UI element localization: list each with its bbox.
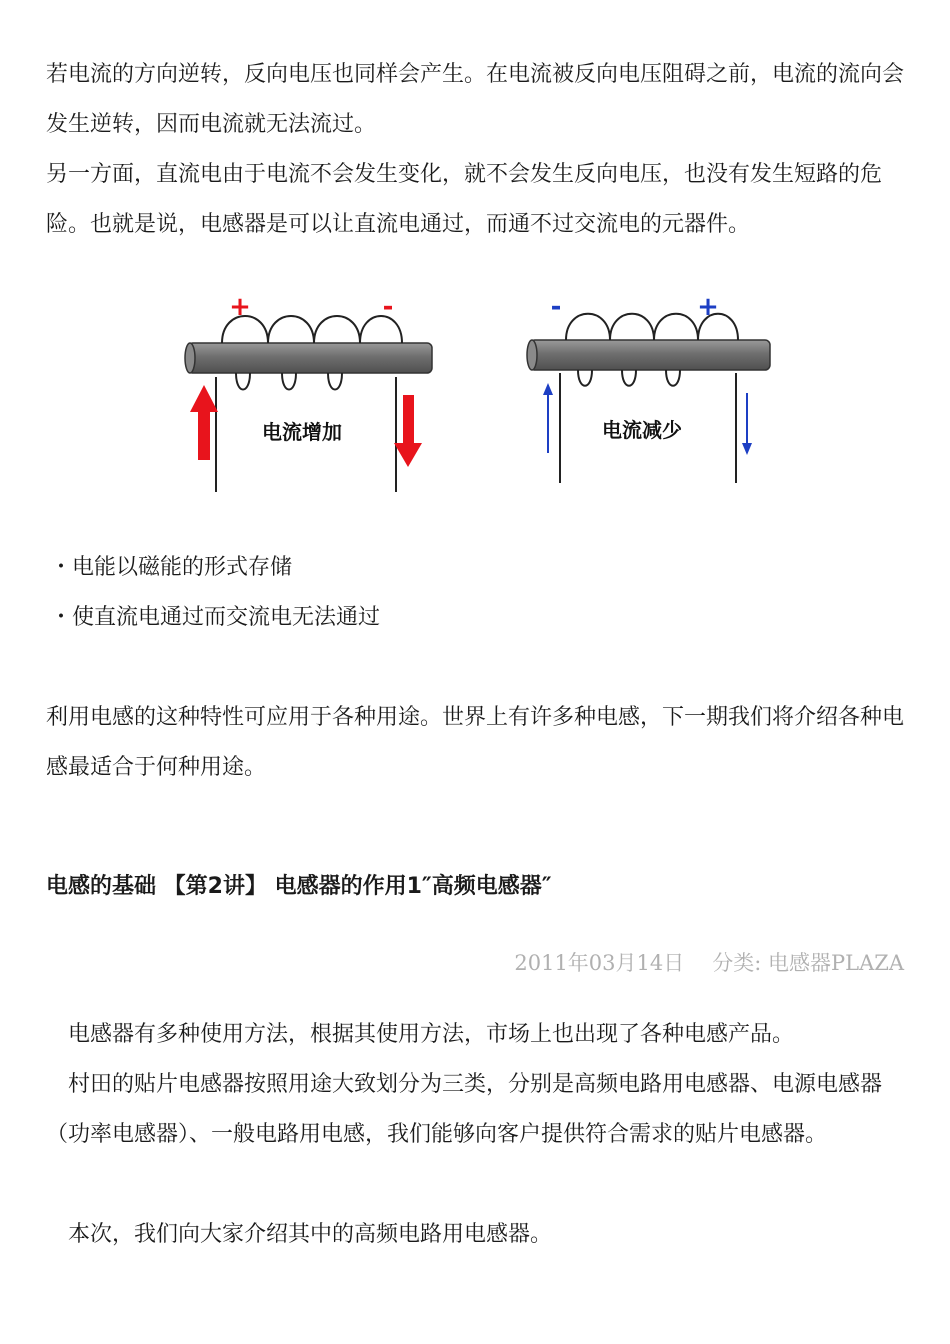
article-category: 分类: 电感器PLAZA bbox=[712, 951, 904, 975]
paragraph-intro-rf: 本次，我们向大家介绍其中的高频电路用电感器。 bbox=[68, 1222, 553, 1247]
article-date: 2011年03月14日 bbox=[514, 951, 685, 975]
inductor-figure bbox=[170, 285, 790, 500]
plus-sign-left: + bbox=[229, 292, 251, 322]
label-current-decrease: 电流减少 bbox=[602, 418, 682, 442]
inductor-core-left bbox=[188, 343, 432, 373]
label-current-increase: 电流增加 bbox=[262, 420, 342, 444]
arrow-down-blue bbox=[742, 443, 752, 455]
arrow-down-red bbox=[394, 395, 422, 467]
article-title: 电感的基础 【第2讲】 电感器的作用1″高频电感器″ bbox=[46, 874, 552, 899]
paragraph-dc-pass: 另一方面，直流电由于电流不会发生变化，就不会发生反向电压，也没有发生短路的危险。也就是说，电感器是可以让直流电通过，而通不过交流电的元器件。 bbox=[46, 162, 883, 237]
article-meta bbox=[514, 948, 904, 978]
diagram-current-decrease bbox=[527, 292, 770, 483]
paragraph-usage-methods: 电感器有多种使用方法，根据其使用方法，市场上也出现了各种电感产品。 bbox=[68, 1022, 795, 1047]
bullet-item-1: ・电能以磁能的形式存储 bbox=[50, 555, 293, 580]
diagram-current-increase bbox=[185, 292, 432, 492]
arrow-up-red bbox=[190, 385, 218, 460]
paragraph-reverse-voltage: 若电流的方向逆转，反向电压也同样会产生。在电流被反向电压阻碍之前，电流的流向会发生逆转，因而电流就无法流过。 bbox=[46, 62, 905, 137]
minus-sign-left: - bbox=[382, 292, 394, 322]
paragraph-applications: 利用电感的这种特性可应用于各种用途。世界上有许多种电感，下一期我们将介绍各种电感最适合于何种用途。 bbox=[46, 705, 905, 780]
bullet-item-2: ・使直流电通过而交流电无法通过 bbox=[50, 605, 381, 630]
minus-sign-right: - bbox=[550, 292, 562, 322]
arrow-up-blue bbox=[543, 383, 553, 395]
inductor-core-right bbox=[530, 340, 770, 370]
plus-sign-right: + bbox=[697, 292, 719, 322]
paragraph-murata-categories: 村田的贴片电感器按照用途大致划分为三类，分别是高频电路用电感器、电源电感器（功率电感器）、一般电路用电感，我们能够向客户提供符合需求的贴片电感器。 bbox=[46, 1072, 883, 1147]
